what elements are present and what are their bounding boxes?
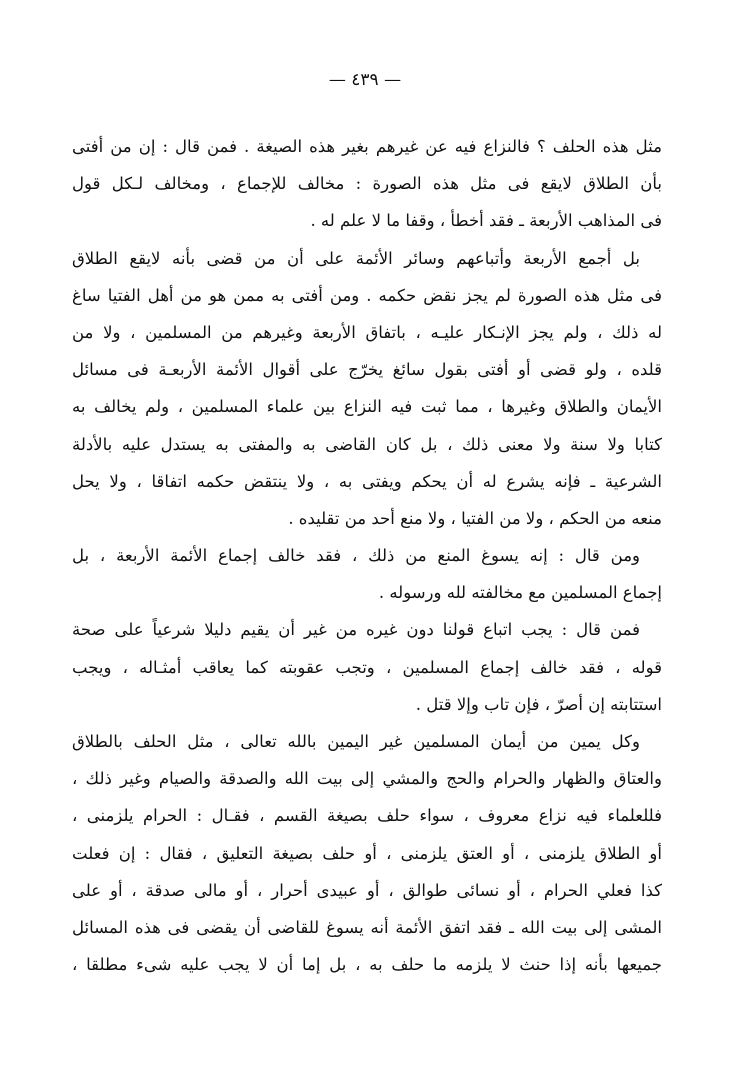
text-line: فى المذاهب الأربعة ـ فقد أخطأ ، وقفا ما لا علم له . <box>310 211 662 231</box>
text-line: كذا فعلي الحرام ، أو نسائى طوالق ، أو عبيدى أحرار ، أو مالى صدقة ، أو على <box>72 880 662 900</box>
text-line: بل أجمع الأربعة وأتباعهم وسائر الأئمة على أن من قضى بأنه لايقع الطلاق <box>72 248 640 268</box>
text-line: منعه من الحكم ، ولا من الفتيا ، ولا منع أحد من تقليده . <box>288 508 662 528</box>
text-line: استتابته إن أصرّ ، فإن تاب وإلا قتل . <box>415 694 662 714</box>
text-line: مثل هذه الحلف ؟ فالنزاع فيه عن غيرهم بغير هذه الصيغة . فمن قال : إن من أفتى <box>72 137 662 156</box>
body-text <box>72 128 662 983</box>
text-line: وكل يمين من أيمان المسلمين غير اليمين بالله تعالى ، مثل الحلف بالطلاق <box>72 732 640 751</box>
text-line: فمن قال : يجب اتباع قولنا دون غيره من غير أن يقيم دليلا شرعياً على صحة <box>72 620 640 640</box>
text-line: أو الطلاق يلزمنى ، أو العتق يلزمنى ، أو حلف بصيغة التعليق ، فقال : إن فعلت <box>72 843 662 863</box>
text-line: كتابا ولا سنة ولا معنى ذلك ، بل كان القاضى به والمفتى به يستدل عليه بالأدلة <box>72 434 662 454</box>
text-line: فللعلماء فيه نزاع معروف ، سواء حلف بصيغة القسم ، فقـال : الحرام يلزمنى ، <box>72 806 662 826</box>
text-line: الأيمان والطلاق وغيرها ، مما ثبت فيه النزاع بين علماء المسلمين ، ولم يخالف به <box>72 397 662 417</box>
text-line: فى مثل هذه الصورة لم يجز نقض حكمه . ومن أفتى به ممن هو من أهل الفتيا ساغ <box>72 285 662 305</box>
page-number: — ٤٣٩ — <box>328 70 402 90</box>
text-line: قلده ، ولو قضى أو أفتى بقول سائغ يخرّج على أقوال الأئمة الأربعـة فى مسائل <box>72 360 662 380</box>
text-line: جميعها بأنه إذا حنث لا يلزمه ما حلف به ، بل إما أن لا يجب عليه شىء مطلقا ، <box>72 955 662 975</box>
text-line: له ذلك ، ولم يجز الإنـكار عليـه ، باتفاق الأربعة وغيرهم من المسلمين ، ولا من <box>72 322 662 342</box>
text-line: قوله ، فقد خالف إجماع المسلمين ، وتجب عقوبته كما يعاقب أمثـاله ، ويجب <box>72 657 662 677</box>
text-line: إجماع المسلمين مع مخالفته لله ورسوله . <box>378 583 662 603</box>
text-line: الشرعية ـ فإنه يشرع له أن يحكم ويفتى به ، ولا ينتقض حكمه اتفاقا ، ولا يحل <box>72 471 662 491</box>
text-line: والعتاق والظهار والحرام والحج والمشي إلى بيت الله والصدقة والصيام وغير ذلك ، <box>72 769 662 789</box>
text-line: ومن قال : إنه يسوغ المنع من ذلك ، فقد خالف إجماع الأئمة الأربعة ، بل <box>72 546 640 566</box>
text-line: المشى إلى بيت الله ـ فقد اتفق الأئمة أنه يسوغ للقاضى أن يقضى فى هذه المسائل <box>72 917 662 937</box>
text-line: بأن الطلاق لايقع فى مثل هذه الصورة : مخالف للإجماع ، ومخالف لـكل قول <box>72 174 662 194</box>
